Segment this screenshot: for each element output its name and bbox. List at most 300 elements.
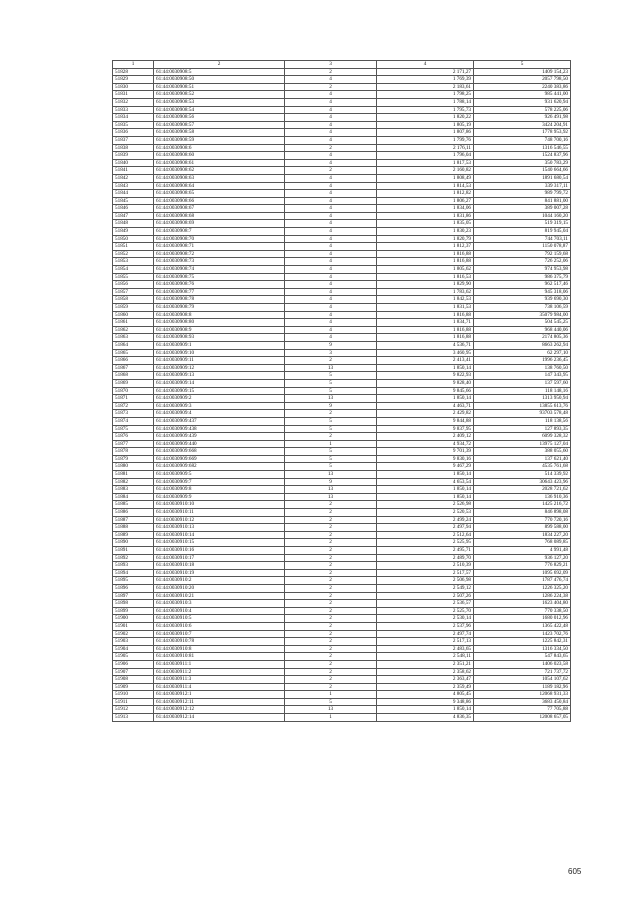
- table-cell: 51874: [113, 417, 154, 425]
- table-row: [113, 531, 571, 539]
- table-row: [113, 638, 571, 646]
- table-cell: 9: [285, 341, 377, 349]
- table-cell: 4: [285, 235, 377, 243]
- table-cell: 1 805,19: [377, 121, 474, 129]
- table-cell: 1 799,76: [377, 136, 474, 144]
- table-cell: 51851: [113, 243, 154, 251]
- table-cell: 1 817,53: [377, 159, 474, 167]
- table-cell: 51858: [113, 296, 154, 304]
- table-cell: 9 845,66: [377, 387, 474, 395]
- table-cell: 1 814,53: [377, 182, 474, 190]
- table-cell: 1 816,53: [377, 273, 474, 281]
- table-cell: 1 805,62: [377, 266, 474, 274]
- table-cell: 51903: [113, 638, 154, 646]
- table-cell: 9 701,39: [377, 448, 474, 456]
- table-cell: 61:44:0030909:12: [154, 364, 285, 372]
- table-cell: 137 621,40: [474, 455, 571, 463]
- table-cell: 147 343,95: [474, 372, 571, 380]
- table-cell: 51860: [113, 311, 154, 319]
- table-cell: 1054 107,62: [474, 676, 571, 684]
- table-cell: 3: [285, 349, 377, 357]
- table-cell: 61:44:0030911:1: [154, 660, 285, 668]
- table-cell: 51875: [113, 425, 154, 433]
- table-cell: 4: [285, 129, 377, 137]
- table-cell: 51913: [113, 714, 154, 722]
- table-body: [113, 68, 571, 721]
- table-cell: 93703 578,48: [474, 410, 571, 418]
- table-cell: 61:44:0030909:440: [154, 440, 285, 448]
- table-cell: 61:44:0030908:8: [154, 311, 285, 319]
- table-cell: 1 850,14: [377, 364, 474, 372]
- table-cell: 118 148,16: [474, 387, 571, 395]
- table-cell: 51839: [113, 152, 154, 160]
- table-cell: 61:44:0030909:5: [154, 471, 285, 479]
- table-row: [113, 220, 571, 228]
- table-cell: 1365 422,48: [474, 622, 571, 630]
- table-cell: 2: [285, 668, 377, 676]
- table-cell: 1 812,37: [377, 243, 474, 251]
- table-row: [113, 714, 571, 722]
- table-cell: 2: [285, 615, 377, 623]
- table-cell: 61:44:0030908:51: [154, 83, 285, 91]
- table-row: [113, 676, 571, 684]
- table-cell: 4: [285, 190, 377, 198]
- table-cell: 61:44:0030908:9: [154, 326, 285, 334]
- table-row: [113, 334, 571, 342]
- table-row: [113, 266, 571, 274]
- table-cell: 547 843,65: [474, 653, 571, 661]
- table-cell: 1 816,88: [377, 258, 474, 266]
- table-cell: 51878: [113, 448, 154, 456]
- table-cell: 931 620,94: [474, 98, 571, 106]
- table-cell: 9 822,93: [377, 372, 474, 380]
- table-cell: 51829: [113, 76, 154, 84]
- table-cell: 2 483,65: [377, 645, 474, 653]
- table-cell: 2: [285, 509, 377, 517]
- table-cell: 61:44:0030909:438: [154, 425, 285, 433]
- table-cell: 2: [285, 547, 377, 555]
- table-cell: 61:44:0030910:11: [154, 509, 285, 517]
- table-cell: 2174 805,36: [474, 334, 571, 342]
- table-cell: 2 183,61: [377, 83, 474, 91]
- table-cell: 1406 023,58: [474, 660, 571, 668]
- table-row: [113, 584, 571, 592]
- table-cell: 1316 546,55: [474, 144, 571, 152]
- table-cell: 936 127,20: [474, 554, 571, 562]
- table-cell: 51893: [113, 562, 154, 570]
- table-cell: 2 549,12: [377, 584, 474, 592]
- table-cell: 4 934,72: [377, 440, 474, 448]
- table-cell: 61:44:0030912:14: [154, 714, 285, 722]
- table-cell: 51828: [113, 68, 154, 76]
- table-row: [113, 539, 571, 547]
- table-cell: 738 106,59: [474, 304, 571, 312]
- table-cell: 1225 842,31: [474, 638, 571, 646]
- table-cell: 51864: [113, 341, 154, 349]
- table-cell: 51889: [113, 531, 154, 539]
- table-cell: 1 850,14: [377, 493, 474, 501]
- table-cell: 792 159,68: [474, 250, 571, 258]
- table-cell: 1095 692,09: [474, 569, 571, 577]
- table-cell: 61:44:0030909:9: [154, 493, 285, 501]
- table-cell: 2028 721,62: [474, 486, 571, 494]
- table-cell: 51849: [113, 228, 154, 236]
- table-row: [113, 645, 571, 653]
- table-cell: 9: [285, 402, 377, 410]
- table-row: [113, 615, 571, 623]
- table-cell: 4: [285, 174, 377, 182]
- table-cell: 51904: [113, 645, 154, 653]
- table-cell: 2: [285, 554, 377, 562]
- table-cell: 51866: [113, 357, 154, 365]
- table-cell: 51882: [113, 478, 154, 486]
- table-cell: 51890: [113, 539, 154, 547]
- table-cell: 51841: [113, 167, 154, 175]
- table-row: [113, 425, 571, 433]
- table-row: [113, 349, 571, 357]
- table-row: [113, 68, 571, 76]
- table-cell: 51832: [113, 98, 154, 106]
- table-cell: 61:44:0030908:70: [154, 235, 285, 243]
- table-cell: 726 252,06: [474, 258, 571, 266]
- table-cell: 61:44:0030908:7: [154, 228, 285, 236]
- table-cell: 2: [285, 357, 377, 365]
- table-cell: 4: [285, 304, 377, 312]
- table-row: [113, 98, 571, 106]
- table-cell: 4: [285, 76, 377, 84]
- table-cell: 51907: [113, 668, 154, 676]
- table-row: [113, 114, 571, 122]
- table-cell: 61:44:0030908:66: [154, 197, 285, 205]
- table-row: [113, 547, 571, 555]
- table-cell: 4: [285, 205, 377, 213]
- table-cell: 51881: [113, 471, 154, 479]
- table-cell: 4: [285, 326, 377, 334]
- table-cell: 61:44:0030908:65: [154, 190, 285, 198]
- table-row: [113, 357, 571, 365]
- table-cell: 9 348,86: [377, 698, 474, 706]
- table-row: [113, 683, 571, 691]
- header-row: [113, 61, 571, 69]
- table-cell: 2: [285, 660, 377, 668]
- table-row: [113, 592, 571, 600]
- table-row: [113, 471, 571, 479]
- table-row: [113, 212, 571, 220]
- table-cell: 51896: [113, 584, 154, 592]
- table-cell: 61:44:0030908:6: [154, 144, 285, 152]
- table-cell: 389 007,28: [474, 205, 571, 213]
- table-cell: 51853: [113, 258, 154, 266]
- table-cell: 5: [285, 417, 377, 425]
- table-cell: 61:44:0030908:73: [154, 258, 285, 266]
- table-row: [113, 144, 571, 152]
- table-cell: 1 783,62: [377, 288, 474, 296]
- table-row: [113, 516, 571, 524]
- table-cell: 51901: [113, 622, 154, 630]
- table-cell: 51912: [113, 706, 154, 714]
- table-cell: 1 850,14: [377, 486, 474, 494]
- table-cell: 51894: [113, 569, 154, 577]
- table-cell: 2 176,11: [377, 144, 474, 152]
- table-cell: 2: [285, 676, 377, 684]
- table-cell: 3 460,95: [377, 349, 474, 357]
- table-cell: 1: [285, 691, 377, 699]
- table-cell: 2 526,98: [377, 501, 474, 509]
- table-cell: 61:44:0030908:78: [154, 296, 285, 304]
- table-row: [113, 311, 571, 319]
- table-cell: 61:44:0030908:67: [154, 205, 285, 213]
- data-table: [112, 60, 571, 722]
- table-cell: 1409 154,23: [474, 68, 571, 76]
- table-cell: 974 953,98: [474, 266, 571, 274]
- table-cell: 61:44:0030910:14: [154, 531, 285, 539]
- table-cell: 2 359,49: [377, 683, 474, 691]
- table-cell: 1 834,71: [377, 319, 474, 327]
- table-cell: 2: [285, 645, 377, 653]
- table-cell: 2 525,95: [377, 539, 474, 547]
- table-cell: 51848: [113, 220, 154, 228]
- table-cell: 61:44:0030908:62: [154, 167, 285, 175]
- table-cell: 2057 798,50: [474, 76, 571, 84]
- table-row: [113, 569, 571, 577]
- table-cell: 2 413,41: [377, 357, 474, 365]
- table-cell: 61:44:0030908:79: [154, 304, 285, 312]
- table-cell: 61:44:0030908:93: [154, 334, 285, 342]
- table-row: [113, 387, 571, 395]
- table-cell: 1 788,14: [377, 98, 474, 106]
- table-cell: 2 160,82: [377, 167, 474, 175]
- table-row: [113, 501, 571, 509]
- table-cell: 77 705,88: [474, 706, 571, 714]
- table-cell: 62 297,10: [474, 349, 571, 357]
- table-row: [113, 607, 571, 615]
- table-cell: 61:44:0030910:12: [154, 516, 285, 524]
- table-cell: 61:44:0030908:72: [154, 250, 285, 258]
- table-row: [113, 698, 571, 706]
- table-cell: 51867: [113, 364, 154, 372]
- table-cell: 2: [285, 83, 377, 91]
- table-row: [113, 660, 571, 668]
- table-cell: 2 507,26: [377, 592, 474, 600]
- table-cell: 2: [285, 638, 377, 646]
- table-cell: 61:44:0030910:13: [154, 524, 285, 532]
- table-cell: 51879: [113, 455, 154, 463]
- table-cell: 4: [285, 228, 377, 236]
- table-cell: 61:44:0030912:11: [154, 698, 285, 706]
- table-row: [113, 440, 571, 448]
- table-cell: 12008 657,05: [474, 714, 571, 722]
- table-cell: 51869: [113, 379, 154, 387]
- header-col-2: 2: [154, 61, 285, 69]
- table-cell: 51897: [113, 592, 154, 600]
- table-cell: 1 795,73: [377, 106, 474, 114]
- table-cell: 35079 984,00: [474, 311, 571, 319]
- table-cell: 4 463,71: [377, 402, 474, 410]
- table-cell: 4: [285, 159, 377, 167]
- table-cell: 4 805,45: [377, 691, 474, 699]
- table-cell: 1150 078,87: [474, 243, 571, 251]
- table-cell: 1623 404,80: [474, 600, 571, 608]
- table-row: [113, 152, 571, 160]
- table-cell: 1: [285, 440, 377, 448]
- table-row: [113, 129, 571, 137]
- table-cell: 1 816,88: [377, 334, 474, 342]
- table-cell: 1 816,88: [377, 326, 474, 334]
- table-cell: 30643 423,96: [474, 478, 571, 486]
- table-cell: 61:44:0030912:12: [154, 706, 285, 714]
- table-row: [113, 706, 571, 714]
- table-cell: 8663 262,94: [474, 341, 571, 349]
- table-row: [113, 182, 571, 190]
- table-cell: 51834: [113, 114, 154, 122]
- table-cell: 4: [285, 98, 377, 106]
- table-cell: 51844: [113, 190, 154, 198]
- table-cell: 4: [285, 281, 377, 289]
- table-cell: 61:44:0030909:1: [154, 341, 285, 349]
- table-cell: 1834 227,20: [474, 531, 571, 539]
- table-cell: 350 783,29: [474, 159, 571, 167]
- table-cell: 51892: [113, 554, 154, 562]
- table-cell: 61:44:0030909:669: [154, 455, 285, 463]
- table-cell: 2 409,12: [377, 433, 474, 441]
- table-cell: 61:44:0030910:5: [154, 615, 285, 623]
- table-cell: 61:44:0030908:58: [154, 129, 285, 137]
- table-cell: 9 830,16: [377, 455, 474, 463]
- table-cell: 2 536,57: [377, 600, 474, 608]
- table-cell: 61:44:0030910:7: [154, 630, 285, 638]
- table-cell: 61:44:0030908:50: [154, 76, 285, 84]
- table-cell: 61:44:0030910:81: [154, 653, 285, 661]
- table-cell: 13: [285, 486, 377, 494]
- table-cell: 841 881,00: [474, 197, 571, 205]
- table-cell: 1 835,05: [377, 220, 474, 228]
- table-cell: 61:44:0030910:6: [154, 622, 285, 630]
- table-cell: 6099 328,32: [474, 433, 571, 441]
- table-cell: 776 829,21: [474, 562, 571, 570]
- table-cell: 138 760,50: [474, 364, 571, 372]
- table-cell: 4: [285, 266, 377, 274]
- table-cell: 3683 450,84: [474, 698, 571, 706]
- table-cell: 2: [285, 584, 377, 592]
- table-cell: 61:44:0030908:60: [154, 152, 285, 160]
- table-cell: 61:44:0030910:2: [154, 577, 285, 585]
- table-cell: 51842: [113, 174, 154, 182]
- header-col-5: 5: [474, 61, 571, 69]
- table-cell: 5: [285, 425, 377, 433]
- table-cell: 1 769,39: [377, 76, 474, 84]
- table-cell: 61:44:0030909:15: [154, 387, 285, 395]
- table-cell: 2 351,21: [377, 660, 474, 668]
- table-cell: 51835: [113, 121, 154, 129]
- table-cell: 2 495,71: [377, 547, 474, 555]
- table-cell: 61:44:0030911:3: [154, 676, 285, 684]
- table-cell: 61:44:0030908:57: [154, 121, 285, 129]
- table-cell: 1 829,90: [377, 281, 474, 289]
- page-number: 605: [568, 867, 582, 876]
- table-cell: 578 225,06: [474, 106, 571, 114]
- table-cell: 4: [285, 250, 377, 258]
- table-cell: 5: [285, 455, 377, 463]
- table-cell: 4: [285, 288, 377, 296]
- table-row: [113, 364, 571, 372]
- table-cell: 51909: [113, 683, 154, 691]
- table-cell: 61:44:0030910:20: [154, 584, 285, 592]
- table-cell: 61:44:0030909:13: [154, 372, 285, 380]
- table-cell: 1 816,88: [377, 311, 474, 319]
- table-cell: 51852: [113, 250, 154, 258]
- table-cell: 1787 476,74: [474, 577, 571, 585]
- table-cell: 945 318,06: [474, 288, 571, 296]
- table-cell: 61:44:0030908:53: [154, 98, 285, 106]
- table-row: [113, 486, 571, 494]
- table-cell: 748 700,16: [474, 136, 571, 144]
- table-cell: 1313 950,94: [474, 395, 571, 403]
- table-cell: 3424 204,91: [474, 121, 571, 129]
- table-cell: 2: [285, 653, 377, 661]
- table-row: [113, 691, 571, 699]
- table-cell: 61:44:0030910:3: [154, 600, 285, 608]
- table-cell: 4 991,48: [474, 547, 571, 555]
- table-cell: 2 358,62: [377, 668, 474, 676]
- table-row: [113, 83, 571, 91]
- table-cell: 13975 127,04: [474, 440, 571, 448]
- table-cell: 2: [285, 68, 377, 76]
- table-cell: 61:44:0030909:668: [154, 448, 285, 456]
- table-cell: 51872: [113, 402, 154, 410]
- header-col-3: 3: [285, 61, 377, 69]
- table-cell: 4 536,71: [377, 341, 474, 349]
- table-cell: 5: [285, 387, 377, 395]
- table-cell: 744 703,11: [474, 235, 571, 243]
- table-cell: 61:44:0030910:4: [154, 607, 285, 615]
- table-cell: 51871: [113, 395, 154, 403]
- table-row: [113, 509, 571, 517]
- table-cell: 61:44:0030908:71: [154, 243, 285, 251]
- table-row: [113, 296, 571, 304]
- table-cell: 51857: [113, 288, 154, 296]
- table-cell: 13: [285, 395, 377, 403]
- table-cell: 51905: [113, 653, 154, 661]
- table-cell: 4: [285, 311, 377, 319]
- table-cell: 1189 182,96: [474, 683, 571, 691]
- table-cell: 4: [285, 152, 377, 160]
- table-row: [113, 433, 571, 441]
- table-row: [113, 205, 571, 213]
- table-row: [113, 288, 571, 296]
- table-cell: 61:44:0030909:682: [154, 463, 285, 471]
- table-cell: 51865: [113, 349, 154, 357]
- table-cell: 2: [285, 531, 377, 539]
- table-cell: 1 831,53: [377, 304, 474, 312]
- table-cell: 61:44:0030910:78: [154, 638, 285, 646]
- table-cell: 4: [285, 273, 377, 281]
- table-cell: 4: [285, 334, 377, 342]
- table-cell: 2 497,74: [377, 630, 474, 638]
- table-row: [113, 622, 571, 630]
- table-row: [113, 243, 571, 251]
- table-cell: 61:44:0030908:74: [154, 266, 285, 274]
- table-cell: 51855: [113, 273, 154, 281]
- table-cell: 51854: [113, 266, 154, 274]
- table-cell: 51883: [113, 486, 154, 494]
- table-row: [113, 235, 571, 243]
- table-cell: 61:44:0030909:439: [154, 433, 285, 441]
- table-cell: 61:44:0030909:14: [154, 379, 285, 387]
- table-cell: 51906: [113, 660, 154, 668]
- table-cell: 12068 931,33: [474, 691, 571, 699]
- table-row: [113, 554, 571, 562]
- table-row: [113, 136, 571, 144]
